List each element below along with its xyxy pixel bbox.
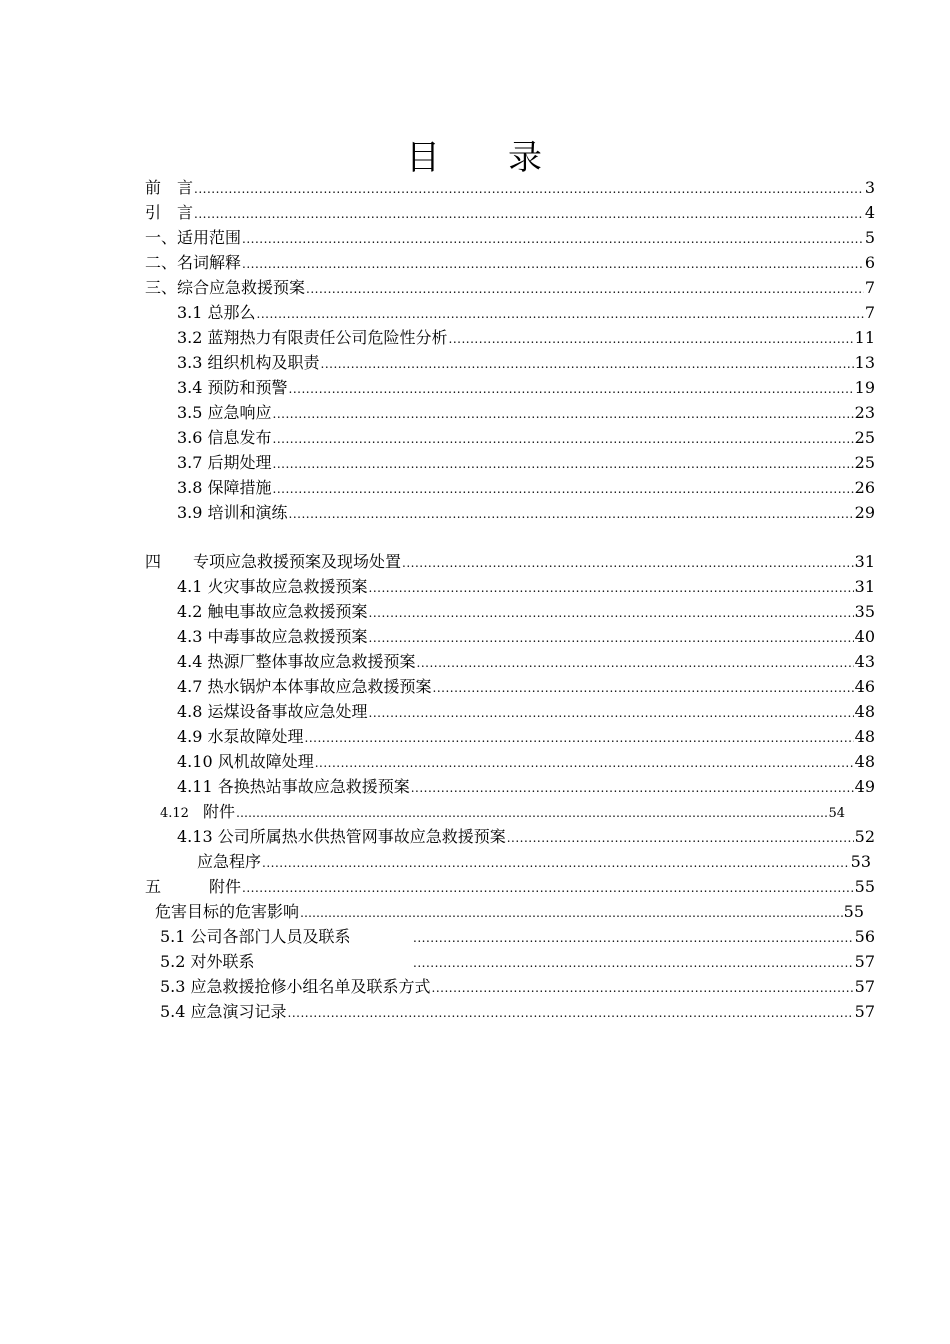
toc-entry[interactable] bbox=[177, 700, 875, 724]
toc-entry-page: 19 bbox=[854, 378, 875, 397]
toc-entry-label: 4.9 水泵故障处理 bbox=[177, 727, 304, 746]
toc-entry[interactable] bbox=[177, 401, 875, 425]
toc-entry-page: 53 bbox=[850, 852, 871, 871]
toc-entry-label: 4.1 火灾事故应急救援预案 bbox=[177, 577, 368, 596]
toc-entry-page: 25 bbox=[854, 428, 875, 447]
toc-entry[interactable] bbox=[145, 176, 875, 200]
toc-entry-page: 7 bbox=[864, 303, 875, 322]
toc-entry[interactable] bbox=[177, 625, 875, 649]
toc-entry-label: 引 言 bbox=[145, 203, 194, 222]
toc-entry-page: 6 bbox=[864, 253, 875, 272]
toc-entry-label: 4.2 触电事故应急救援预案 bbox=[177, 602, 368, 621]
toc-entry-label: 5.3 应急救援抢修小组名单及联系方式 bbox=[160, 977, 431, 996]
toc-entry-label: 一、适用范围 bbox=[145, 228, 242, 247]
toc-entry-label: 5.4 应急演习记录 bbox=[160, 1002, 287, 1021]
toc-entry-page: 49 bbox=[854, 777, 875, 796]
toc-entry[interactable] bbox=[197, 850, 871, 874]
toc-entry-page: 13 bbox=[854, 353, 875, 372]
toc-entry-label: 4.10 风机故障处理 bbox=[177, 752, 314, 771]
toc-entry[interactable] bbox=[145, 276, 875, 300]
toc-entry-label: 3.7 后期处理 bbox=[177, 453, 272, 472]
toc-entry-page: 25 bbox=[854, 453, 875, 472]
toc-entry[interactable] bbox=[177, 351, 875, 375]
toc-entry-label: 4.3 中毒事故应急救援预案 bbox=[177, 627, 368, 646]
toc-entry-label: 3.9 培训和演练 bbox=[177, 503, 288, 522]
toc-entry-label: 危害目标的危害影响 bbox=[155, 902, 300, 921]
toc-entry-page: 48 bbox=[854, 727, 875, 746]
toc-entry[interactable] bbox=[177, 451, 875, 475]
toc-entry[interactable] bbox=[145, 550, 875, 574]
toc-entry-page: 43 bbox=[854, 652, 875, 671]
toc-entry[interactable] bbox=[177, 476, 875, 500]
toc-entry[interactable] bbox=[177, 326, 875, 350]
toc-title-part2: 录 bbox=[508, 138, 544, 178]
toc-entry[interactable] bbox=[160, 975, 875, 999]
toc-entry-page: 54 bbox=[828, 806, 845, 821]
toc-entry-page: 29 bbox=[854, 503, 875, 522]
toc-entry-label: 3.6 信息发布 bbox=[177, 428, 272, 447]
toc-entry[interactable] bbox=[160, 800, 845, 824]
toc-entry-label: 五 附件 bbox=[145, 877, 242, 896]
toc-entry-page: 35 bbox=[854, 602, 875, 621]
toc-entry-page: 57 bbox=[854, 952, 875, 971]
toc-entry-label: 5.1 公司各部门人员及联系 bbox=[160, 927, 351, 946]
toc-entry[interactable] bbox=[177, 600, 875, 624]
toc-entry-page: 23 bbox=[854, 403, 875, 422]
toc-entry[interactable] bbox=[177, 426, 875, 450]
toc-entry-page: 31 bbox=[854, 552, 875, 571]
toc-entry-label: 前 言 bbox=[145, 178, 194, 197]
toc-entry[interactable] bbox=[160, 950, 875, 974]
toc-entry[interactable] bbox=[145, 875, 875, 899]
toc-entry-label: 应急程序 bbox=[197, 852, 262, 871]
toc-entry[interactable] bbox=[177, 775, 875, 799]
toc-entry-label: 4.7 热水锅炉本体事故应急救援预案 bbox=[177, 677, 432, 696]
toc-entry[interactable] bbox=[145, 201, 875, 225]
toc-entry-label: 四 专项应急救援预案及现场处置 bbox=[145, 552, 402, 571]
toc-entry[interactable] bbox=[160, 925, 875, 949]
toc-entry-label: 附件 bbox=[202, 802, 235, 821]
toc-entry-page: 56 bbox=[854, 927, 875, 946]
toc-entry-page: 52 bbox=[854, 827, 875, 846]
toc-entry-label: 4.13 公司所属热水供热管网事故应急救援预案 bbox=[177, 827, 506, 846]
toc-entry-page: 48 bbox=[854, 702, 875, 721]
toc-entry[interactable] bbox=[177, 675, 875, 699]
toc-entry-label: 三、综合应急救援预案 bbox=[145, 278, 306, 297]
toc-entry[interactable] bbox=[155, 900, 864, 924]
toc-entry-page: 7 bbox=[864, 278, 875, 297]
toc-title-part1: 目 bbox=[406, 138, 442, 178]
toc-entry-page: 48 bbox=[854, 752, 875, 771]
toc-entry-page: 57 bbox=[854, 1002, 875, 1021]
toc-entry-label: 3.8 保障措施 bbox=[177, 478, 272, 497]
toc-entry-label: 3.2 蓝翔热力有限责任公司危险性分析 bbox=[177, 328, 448, 347]
toc-entry-label: 3.3 组织机构及职责 bbox=[177, 353, 320, 372]
toc-entry[interactable] bbox=[145, 251, 875, 275]
toc-entry[interactable] bbox=[177, 575, 875, 599]
toc-entry-page: 31 bbox=[854, 577, 875, 596]
toc-entry-page: 3 bbox=[864, 178, 875, 197]
toc-entry-label: 5.2 对外联系 bbox=[160, 952, 255, 971]
toc-entry-page: 55 bbox=[854, 877, 875, 896]
toc-entry-label: 4.11 各换热站事故应急救援预案 bbox=[177, 777, 410, 796]
toc-entry-page: 26 bbox=[854, 478, 875, 497]
toc-entry-page: 5 bbox=[864, 228, 875, 247]
toc-entry-page: 57 bbox=[854, 977, 875, 996]
toc-entry-number: 4.12 bbox=[160, 806, 189, 821]
toc-entry[interactable] bbox=[177, 725, 875, 749]
toc-entry[interactable] bbox=[177, 650, 875, 674]
toc-entry-page: 40 bbox=[854, 627, 875, 646]
toc-entry-page: 4 bbox=[864, 203, 875, 222]
toc-entry[interactable] bbox=[177, 501, 875, 525]
toc-entry-page: 11 bbox=[854, 328, 875, 347]
toc-entry[interactable] bbox=[160, 1000, 875, 1024]
toc-entry[interactable] bbox=[177, 825, 875, 849]
toc-entry[interactable] bbox=[177, 376, 875, 400]
toc-entry-page: 46 bbox=[854, 677, 875, 696]
toc-entry[interactable] bbox=[145, 226, 875, 250]
toc-entry-label: 4.4 热源厂整体事故应急救援预案 bbox=[177, 652, 416, 671]
toc-entry-label: 二、名词解释 bbox=[145, 253, 242, 272]
toc-entry-label: 4.8 运煤设备事故应急处理 bbox=[177, 702, 368, 721]
toc-entry[interactable] bbox=[177, 301, 875, 325]
toc-entry[interactable] bbox=[177, 750, 875, 774]
toc-entry-label: 3.1 总那么 bbox=[177, 303, 256, 322]
toc-entry-page: 55 bbox=[843, 902, 864, 921]
toc-entry-label: 3.5 应急响应 bbox=[177, 403, 272, 422]
toc-entry-label: 3.4 预防和预警 bbox=[177, 378, 288, 397]
toc-title bbox=[0, 130, 950, 179]
